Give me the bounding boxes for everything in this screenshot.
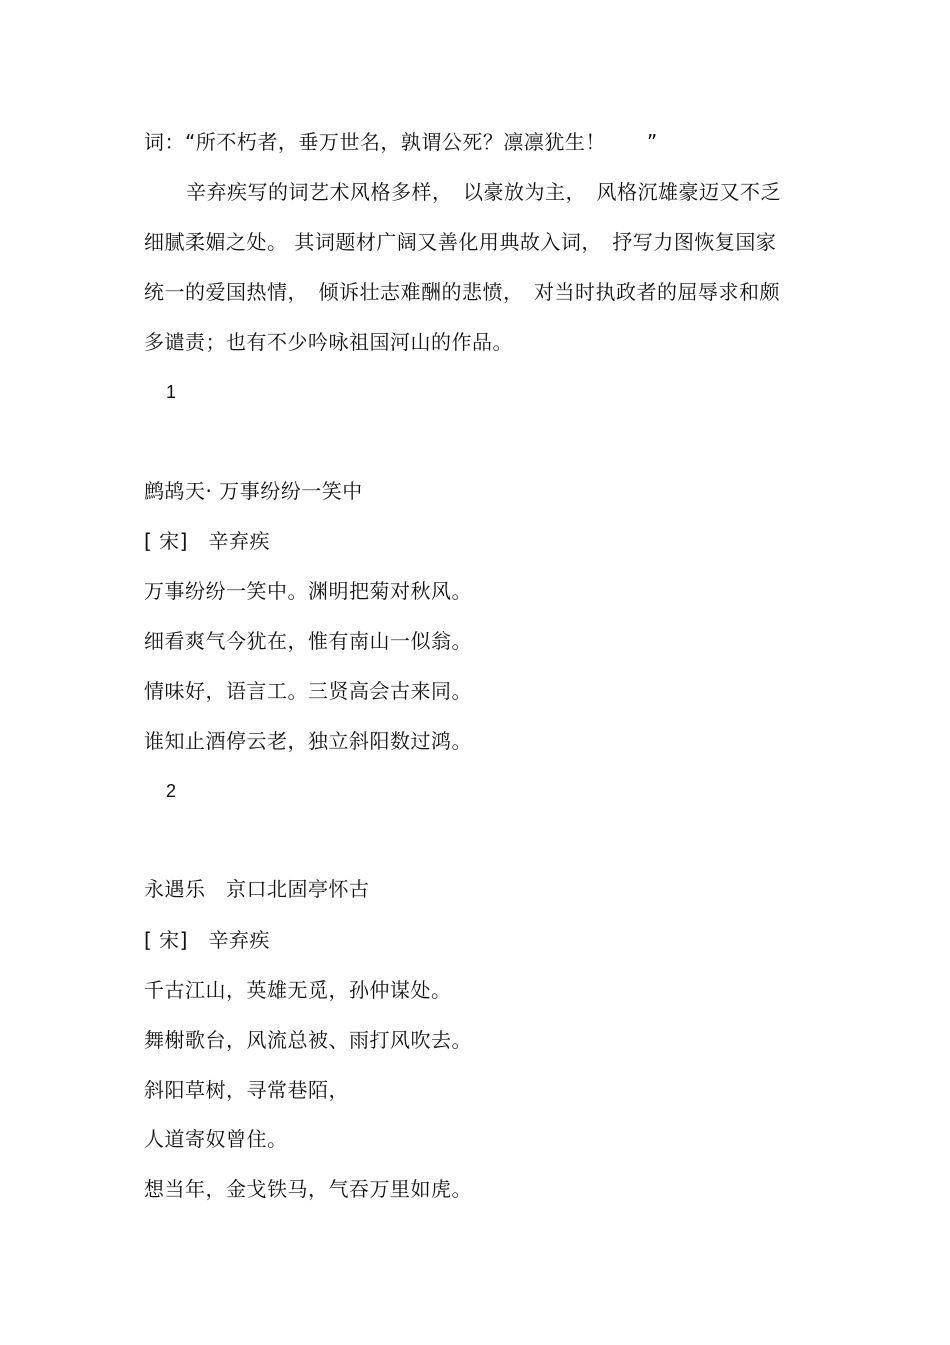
poem-line: 细看爽气今犹在，惟有南山一似翁。 xyxy=(144,629,472,653)
poem-author: [ 宋] 辛弃疾 xyxy=(144,928,270,952)
poem-line: 舞榭歌台，风流总被、雨打风吹去。 xyxy=(144,1028,472,1052)
poem-author: [ 宋] 辛弃疾 xyxy=(144,529,270,553)
poem-title: 鹧鸪天· 万事纷纷一笑中 xyxy=(144,479,363,503)
poem-line: 想当年，金戈铁马，气吞万里如虎。 xyxy=(144,1177,472,1201)
intro-paragraph-line: 细腻柔媚之处。 其词题材广阔又善化用典故入词， 抒写力图恢复国家 xyxy=(144,230,777,254)
intro-paragraph-line: 统一的爱国热情， 倾诉壮志难酬的悲愤， 对当时执政者的屈辱求和颇 xyxy=(144,280,780,304)
poem-line: 斜阳草树，寻常巷陌， xyxy=(144,1078,349,1102)
poem-title: 永遇乐 京口北固亭怀古 xyxy=(144,877,370,901)
poem-line: 谁知止酒停云老，独立斜阳数过鸿。 xyxy=(144,729,472,753)
poem-line: 万事纷纷一笑中。渊明把菊对秋风。 xyxy=(144,579,472,603)
intro-quote-line: 词：“所不朽者，垂万世名，孰谓公死？凛凛犹生！ ” xyxy=(144,130,658,154)
intro-paragraph-line: 多谴责；也有不少吟咏祖国河山的作品。 xyxy=(144,330,513,354)
poem-line: 千古江山，英雄无觅，孙仲谋处。 xyxy=(144,978,452,1002)
intro-paragraph-line: 辛弃疾写的词艺术风格多样， 以豪放为主， 风格沉雄豪迈又不乏 xyxy=(186,180,781,204)
poem-line: 人道寄奴曾住。 xyxy=(144,1127,288,1151)
section-number: 1 xyxy=(166,382,177,402)
poem-line: 情味好，语言工。三贤高会古来同。 xyxy=(144,679,472,703)
section-number: 2 xyxy=(166,781,177,801)
